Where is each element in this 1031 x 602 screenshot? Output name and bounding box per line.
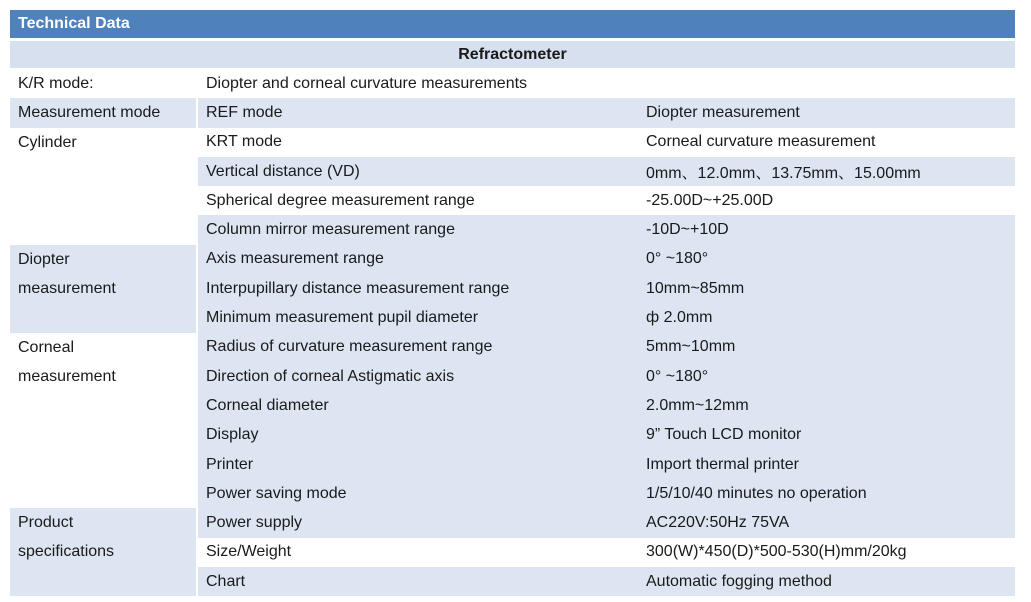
param-cell: Chart: [198, 567, 638, 596]
param-cell: Radius of curvature measurement range: [198, 333, 638, 362]
group-label-line: Diopter: [18, 250, 70, 268]
value-cell: 1/5/10/40 minutes no operation: [638, 479, 1015, 508]
param-cell: Column mirror measurement range: [198, 215, 638, 244]
value-cell: -10D~+10D: [638, 215, 1015, 244]
group-label-measurement-mode: Measurement mode: [10, 98, 198, 127]
table-row: [10, 98, 1015, 127]
table-row: [10, 508, 1015, 537]
group-label-line: measurement: [18, 367, 116, 385]
value-cell: Corneal curvature measurement: [646, 133, 876, 151]
table-row: [10, 69, 1015, 98]
group-label-line: measurement: [18, 279, 116, 297]
group-label-line: specifications: [18, 543, 115, 561]
param-cell: Power supply: [198, 508, 638, 537]
spec-table: [10, 69, 1015, 596]
table-row: [10, 128, 1015, 157]
param-cell: Vertical distance (VD): [198, 157, 638, 186]
value-cell: 9” Touch LCD monitor: [638, 421, 1015, 450]
param-cell: Minimum measurement pupil diameter: [198, 303, 638, 332]
param-cell: Diopter and corneal curvature measurements: [206, 74, 528, 92]
value-cell: Import thermal printer: [638, 450, 1015, 479]
value-cell: Diopter measurement: [638, 98, 1015, 127]
param-cell: Direction of corneal Astigmatic axis: [198, 362, 638, 391]
section-title: Refractometer: [458, 46, 567, 63]
group-label-product: [10, 508, 198, 596]
value-cell: AC220V:50Hz 75VA: [638, 508, 1015, 537]
param-cell: Corneal diameter: [198, 391, 638, 420]
group-label-cylinder: Cylinder: [10, 128, 198, 245]
value-cell: 300(W)*450(D)*500-530(H)mm/20kg: [646, 543, 907, 561]
param-cell: Axis measurement range: [198, 245, 638, 274]
value-cell: 0mm、12.0mm、13.75mm、15.00mm: [638, 157, 1015, 186]
param-cell: Display: [198, 421, 638, 450]
param-cell: Power saving mode: [198, 479, 638, 508]
technical-data-header: [10, 10, 1015, 38]
value-cell: -25.00D~+25.00D: [646, 191, 774, 209]
group-label-diopter: [10, 245, 198, 333]
param-cell: Interpupillary distance measurement range: [198, 274, 638, 303]
value-cell: Automatic fogging method: [638, 567, 1015, 596]
param-cell: Printer: [198, 450, 638, 479]
value-cell: 2.0mm~12mm: [638, 391, 1015, 420]
param-cell: Size/Weight: [206, 543, 292, 561]
value-cell: 0° ~180°: [638, 245, 1015, 274]
group-label-corneal: [10, 333, 198, 509]
value-cell: 0° ~180°: [638, 362, 1015, 391]
param-cell: REF mode: [198, 98, 638, 127]
group-label-line: Product: [18, 514, 74, 532]
table-row: [10, 333, 1015, 362]
group-label-kr-mode: K/R mode:: [10, 69, 198, 98]
value-cell: 10mm~85mm: [638, 274, 1015, 303]
param-cell: Spherical degree measurement range: [206, 191, 475, 209]
param-cell: KRT mode: [206, 133, 282, 151]
value-cell: ф 2.0mm: [638, 303, 1015, 332]
table-row: [10, 245, 1015, 274]
refractometer-title-bar: [10, 41, 1015, 68]
value-cell: 5mm~10mm: [638, 333, 1015, 362]
group-label-line: Corneal: [18, 338, 75, 356]
header-title: Technical Data: [18, 15, 130, 32]
